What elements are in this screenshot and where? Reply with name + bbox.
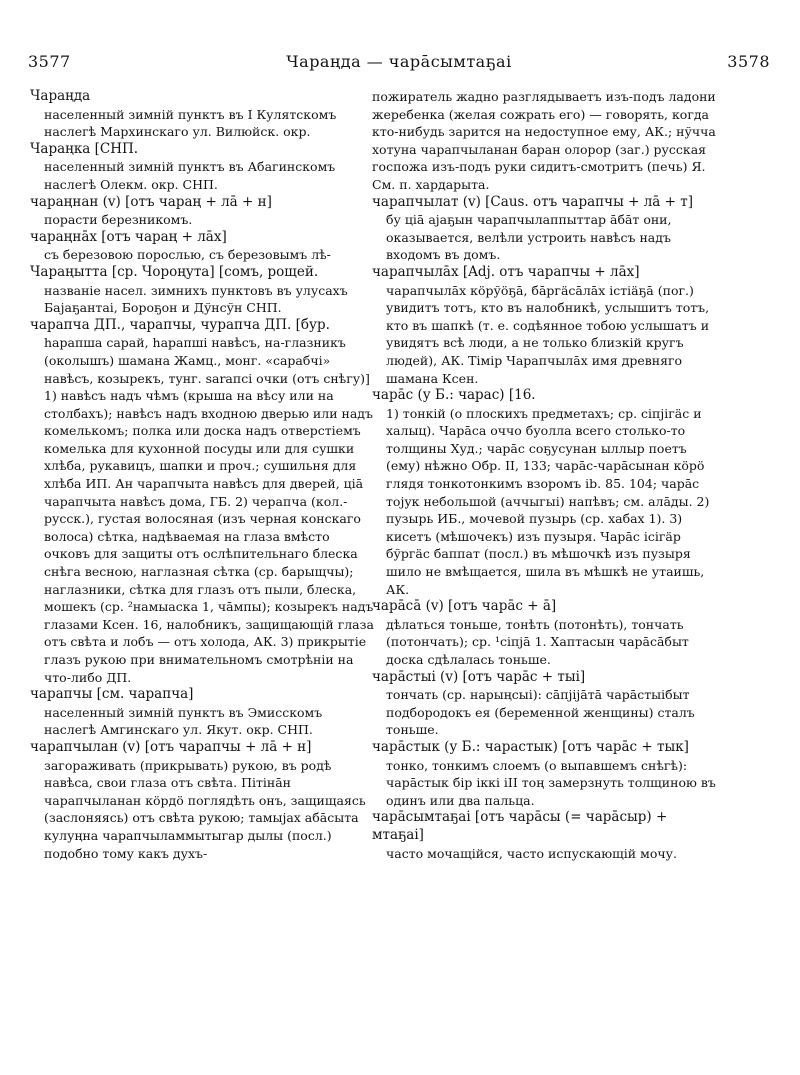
running-title: Чараңда — чарāсымтаҕаі bbox=[286, 52, 512, 71]
entry-headword: Чараңытта [ср. Чороңута] [сомъ, рощей. bbox=[30, 263, 319, 280]
dictionary-entry bbox=[372, 264, 718, 387]
left-column bbox=[30, 88, 376, 1068]
entry-body: съ березовою порослью, съ березовымъ лѣ- bbox=[44, 247, 331, 263]
dictionary-entry bbox=[30, 229, 376, 264]
dictionary-entry bbox=[30, 194, 376, 229]
entry-headword: Чараңда bbox=[30, 88, 91, 104]
entry-headword: чарапча ДП., чарапчы, чурапча ДП. [бур. bbox=[30, 316, 330, 333]
dictionary-entry bbox=[30, 317, 376, 686]
dictionary-entry bbox=[372, 598, 718, 668]
page-number-right: 3578 bbox=[727, 52, 770, 71]
entry-body: тонко, тонкимъ слоемъ (о выпавшемъ снѣгѣ): чарāстык бір іккі іІІ тоң замерзнуть толщиною въ одинъ или два пальца. bbox=[386, 757, 716, 808]
entry-headword: Чараңка [СНП. bbox=[30, 140, 139, 157]
entry-body: дѣлаться тоньше, тонѣть (потонѣть), тончать (потончать); ср. ¹сіпjā 1. Хаптасын чарāсāбыт доска сдѣлалась тоньше. bbox=[386, 616, 689, 667]
entry-body: населенный зимній пунктъ въ Эмисскомъ наслегѣ Амгинскаго ул. Якут. окр. СНП. bbox=[44, 704, 323, 738]
entry-continuation: пожиратель жадно разглядываетъ изъ-подъ ладони жеребенка (желая сожрать его) — говорять, когда кто-нибудь зарится на недоступное ему, АК.; нўчча хотуна чарапчыланан баран олорор (заг.) русская госпожа изъ-подъ руки сидитъ-смотритъ (печь) Я. См. п. хардарыта. bbox=[372, 89, 716, 192]
entry-headword: чарапчылат (v) [Caus. отъ чарапчы + лā + т] bbox=[372, 193, 693, 210]
dictionary-entry bbox=[30, 88, 376, 141]
entry-body: часто мочащійся, часто испускающій мочу. bbox=[386, 845, 677, 861]
page-number-left: 3577 bbox=[28, 52, 71, 71]
entry-headword: чараңнāх [отъ чараң + лāх] bbox=[30, 228, 227, 245]
dictionary-entry bbox=[372, 739, 718, 809]
entry-headword: чарапчы [см. чарапча] bbox=[30, 686, 194, 703]
entry-headword: чарāстык (у Б.: чарастык) [отъ чарāс + тык] bbox=[372, 738, 689, 755]
entry-body: чарапчылāх кöрўöҕā, бāргäсāлāх істіäҕā (пог.) увидитъ тотъ, кто въ налобникѣ, услышитъ тотъ, кто въ шапкѣ (т. е. содѣянное тобою услышатъ и увидятъ всѣ люди, а не только близкій кругъ людей), АК. Тімір Чарапчылāх имя древняго шамана Ксен. bbox=[386, 282, 710, 386]
entry-body: порасти березникомъ. bbox=[44, 212, 193, 228]
entry-body: бу ціā аjаҕын чарапчылаппыттар āбāт они, оказывается, велѣли устроить навѣсъ надъ входомъ въ домъ. bbox=[386, 212, 672, 263]
entry-body: населенный зимній пунктъ въ I Кулятскомъ наслегѣ Мархинскаго ул. Вилюйск. окр. bbox=[44, 106, 337, 140]
dictionary-entry bbox=[372, 669, 718, 739]
entry-body: 1) тонкій (о плоскихъ предметахъ; ср. сіпjігäс и халыц). Чарāса оччо буолла всего столько-то толщины Худ.; чарāс соҕусунан ыллыр поетъ (ему) нѣжно Обр. II, 133; чарāс-чарāсынан кöрö глядя тонкотонкимъ взоромъ ib. 85. 104; чарāс тоjук небольшой (аччыгыі) напѣвъ; см. алāды. 2) пузырь ИБ., мочевой пузырь (ср. хабах 1). 3) кисетъ (мѣшочекъ) изъ пузыря. Чарāс ісігäр бўргäс баппат (посл.) въ мѣшочкѣ изъ пузыря шило не вмѣщается, шила въ мѣшкѣ не утаишь, АК. bbox=[386, 405, 710, 597]
entry-headword: чарāс (у Б.: чарас) [16. bbox=[372, 387, 536, 404]
entry-headword: чарāсā (v) [отъ чарāс + ā] bbox=[372, 598, 557, 615]
dictionary-entry bbox=[30, 739, 376, 862]
dictionary-entry bbox=[372, 194, 718, 264]
entry-headword: чарāсымтаҕаі [отъ чарāсы (= чарāсыр) + мтаҕаі] bbox=[372, 809, 668, 843]
page-header bbox=[28, 52, 770, 78]
entry-body: тончать (ср. нарыңсыі): сāпjіjāтā чарāстыібыт подбородокъ ея (беременной женщины) сталъ тоньше. bbox=[386, 687, 695, 738]
dictionary-entry bbox=[372, 387, 718, 598]
entry-body: названіе насел. зимнихъ пунктовъ въ улусахъ Баjаҕантаі, Бороҕон и Дўнсўн СНП. bbox=[44, 282, 348, 316]
right-column bbox=[372, 88, 718, 1068]
dictionary-entry bbox=[30, 141, 376, 194]
dictionary-entry bbox=[30, 264, 376, 317]
entry-headword: чарāстыі (v) [отъ чарāс + тыі] bbox=[372, 668, 586, 685]
entry-headword: чараңнан (v) [отъ чараң + лā + н] bbox=[30, 193, 272, 210]
dictionary-entry bbox=[372, 809, 718, 862]
entry-body: загораживать (прикрывать) рукою, въ родѣ навѣса, свои глаза отъ свѣта. Пітінāн чарапчыланан кöрдö поглядѣть онъ, защищаясь (заслоняясь) отъ свѣта рукою; тамыjах абāсыта кулуңна чарапчыламмытыгар дылы (посл.) подобно тому какъ духъ- bbox=[44, 757, 366, 861]
entry-headword: чарапчылāх [Adj. отъ чарапчы + лāх] bbox=[372, 263, 640, 280]
entry-headword: чарапчылан (v) [отъ чарапчы + лā + н] bbox=[30, 738, 312, 755]
entry-body: населенный зимній пунктъ въ Абагинскомъ наслегѣ Олекм. окр. СНП. bbox=[44, 159, 336, 192]
entry-body: hарапша сарай, hарапші навѣсъ, на-глазникъ (околышъ) шамана Жамц., монг. «сарабчі» навѣсъ, козырекъ, тунг. saraпсі очки (отъ снѣгу)] 1) навѣсъ надъ чѣмъ (крыша на вѣсу или на столбахъ); навѣсъ надъ входною дверью или надъ комелькомъ; полка или доска надъ отверстіемъ комелька для кухонной посуды или для сушки хлѣба, рукавицъ, шапки и проч.; сушильня для хлѣба ИП. Ан чарапчыта навѣсъ для дверей, ціā чарапчыта навѣсъ дома, ГБ. 2) черапча (кол.-русск.), густая волосяная (изъ черная конскаго волоса) сѣтка, надѣваемая на глаза вмѣсто очковъ для защиты отъ ослѣпительнаго блеска снѣга весною, наглазная сѣтка (ср. барыщчы); наглазники, сѣтка для глазъ отъ пыли, блеска, мошекъ (ср. ²намыаска 1, чāмпы); козырекъ надъ глазами Ксен. 16, налобникъ, защищающій глаза отъ свѣта и лобъ — отъ холода, АК. 3) прикрытіе глазъ рукою при внимательномъ смотрѣніи на что-либо ДП. bbox=[44, 335, 374, 685]
dictionary-entry bbox=[30, 686, 376, 739]
